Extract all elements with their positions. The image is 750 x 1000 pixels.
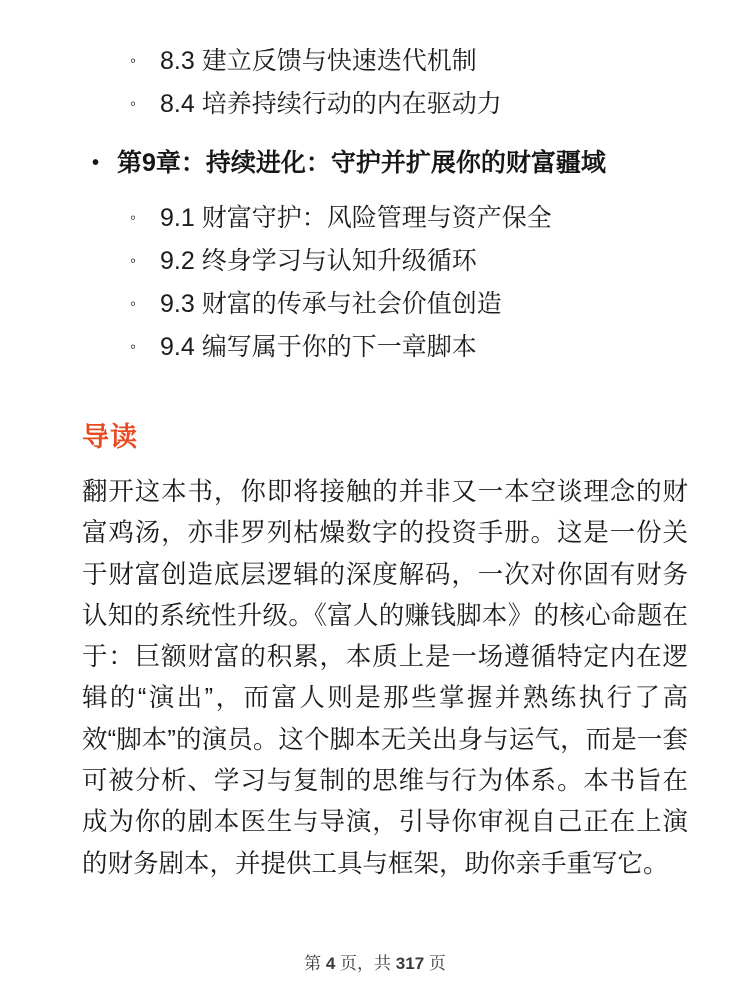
toc-entry-label: 9.2 终身学习与认知升级循环 (160, 247, 477, 275)
section-heading: 导读 (82, 422, 138, 452)
footer-prefix: 第 (304, 954, 322, 973)
toc-entry-label: 9.3 财富的传承与社会价值创造 (160, 290, 502, 318)
toc-entry-label: 8.4 培养持续行动的内在驱动力 (160, 90, 502, 118)
toc-entry-label: 9.1 财富守护：风险管理与资产保全 (160, 204, 552, 232)
hollow-bullet-icon: ◦ (130, 94, 137, 113)
filled-bullet-icon: • (92, 152, 100, 174)
list-item[interactable] (62, 197, 688, 240)
page-footer (0, 949, 750, 974)
list-item[interactable] (62, 283, 688, 326)
total-page-number: 317 (395, 954, 425, 973)
toc-entry-label: 9.4 编写属于你的下一章脚本 (160, 333, 477, 361)
table-of-contents (62, 40, 688, 369)
list-item[interactable] (62, 40, 688, 83)
current-page-number: 4 (325, 954, 336, 973)
hollow-bullet-icon: ◦ (130, 51, 137, 70)
list-item[interactable] (62, 83, 688, 126)
hollow-bullet-icon: ◦ (130, 208, 137, 227)
list-item[interactable] (62, 326, 688, 369)
hollow-bullet-icon: ◦ (130, 251, 137, 270)
list-item[interactable] (62, 240, 688, 283)
footer-middle: 页，共 (340, 954, 392, 973)
toc-chapter-label: 第9章：持续进化：守护并扩展你的财富疆域 (117, 149, 606, 177)
toc-entry-label: 8.3 建立反馈与快速迭代机制 (160, 47, 477, 75)
hollow-bullet-icon: ◦ (130, 294, 137, 313)
hollow-bullet-icon: ◦ (130, 337, 137, 356)
section-paragraph: 翻开这本书，你即将接触的并非又一本空谈理念的财富鸡汤，亦非罗列枯燥数字的投资手册。这是一份关于财富创造底层逻辑的深度解码，一次对你固有财务认知的系统性升级。《富人的赚钱脚本》的核心命题在于：巨额财富的积累，本质上是一场遵循特定内在逻辑的“演出”，而富人则是那些掌握并熟练执行了高效“脚本”的演员。这个脚本无关出身与运气，而是一套可被分析、学习与复制的思维与行为体系。本书旨在成为你的剧本医生与导演，引导你审视自己正在上演的财务剧本，并提供工具与框架，助你亲手重写它。 (82, 478, 688, 878)
list-item-chapter[interactable] (62, 142, 688, 185)
footer-suffix: 页 (428, 954, 446, 973)
